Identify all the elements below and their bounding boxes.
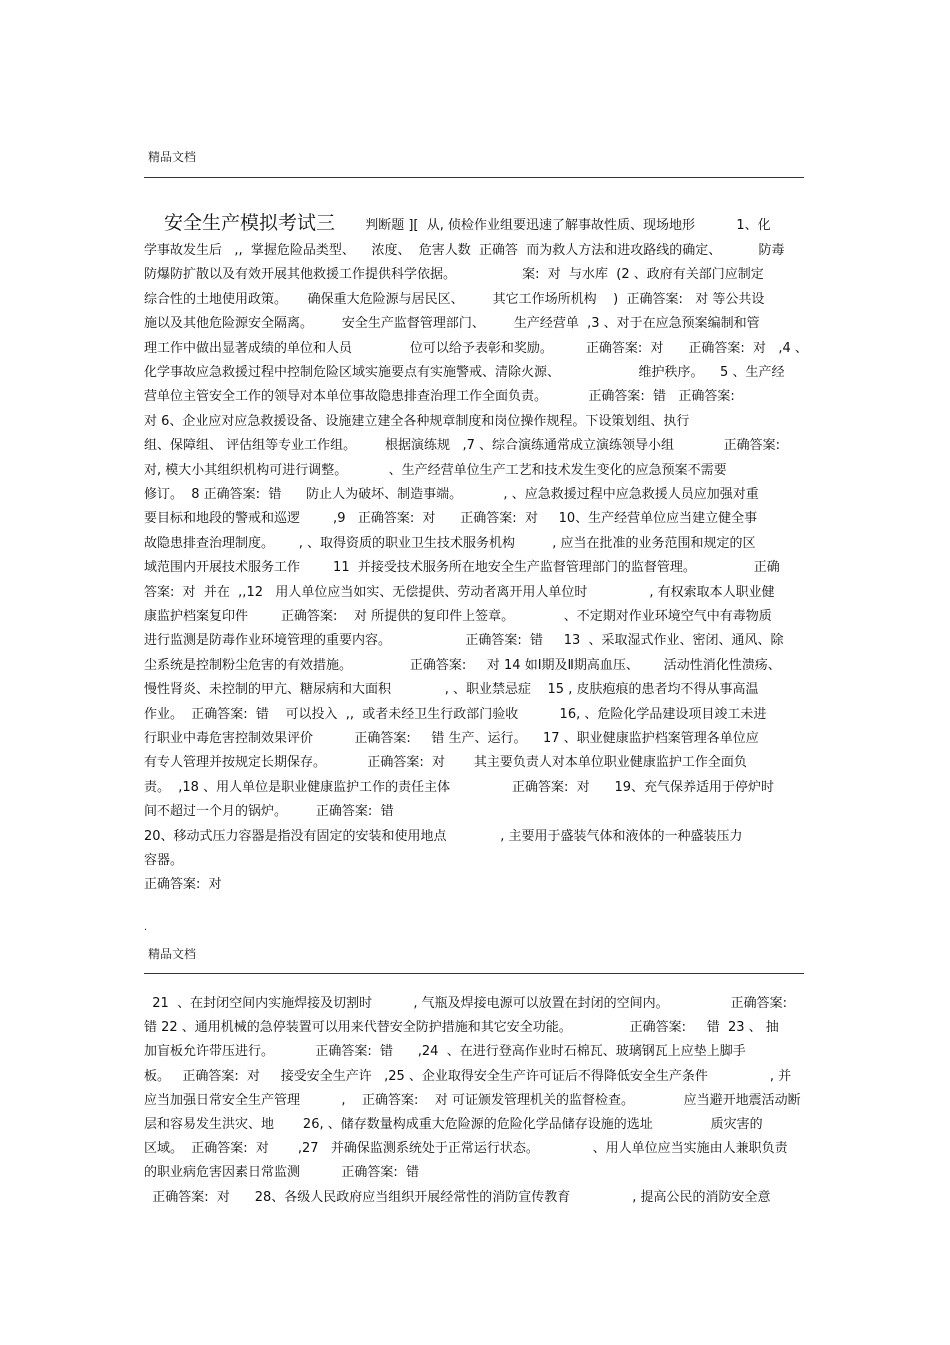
text-line: 要目标和地段的警戒和巡逻 ,9 正确答案: 对 正确答案: 对 10、生产经营单位应当建立健全事: [144, 511, 758, 527]
text-line: 作业。 正确答案: 错 可以投入 ,, 或者未经卫生行政部门验收 16, 、危险化学品建设项目竣工未进: [144, 706, 767, 722]
text-line: 营单位主管安全工作的领导对本单位事故隐患排查治理工作全面负责。 正确答案: 错 正确答案:: [144, 389, 735, 405]
text-line: 有专人管理并按规定长期保存。 正确答案: 对 其主要负责人对本单位职业健康监护工作全面负: [144, 755, 747, 771]
text-line: 行职业中毒危害控制效果评价 正确答案: 错 生产、运行。 17 、职业健康监护档案管理各单位应: [144, 731, 759, 746]
text-line: 正确答案: 对 28、各级人民政府应当组织开展经常性的消防宣传教育 , 提高公民的消防安全意: [144, 1189, 771, 1205]
page-dot: .: [144, 922, 148, 933]
text-line: 20、移动式压力容器是指没有固定的安装和使用地点 , 主要用于盛装气体和液体的一种盛装压力: [144, 828, 743, 844]
text-line: 慢性肾炎、未控制的甲亢、糖尿病和大面积 , 、职业禁忌症 15 , 皮肤疱痕的患者均不得从事高温: [144, 682, 759, 698]
text-line: 责。 ,18 、用人单位是职业健康监护工作的责任主体 正确答案: 对 19、充气保养适用于停炉时: [144, 779, 775, 795]
text-line: 防爆防扩散以及有效开展其他救援工作提供科学依据。 案: 对 与水库 (2 、政府有关部门应制定: [144, 267, 764, 283]
text-line: 答案: 对 并在 ,,12 用人单位应当如实、无偿提供、劳动者离开用人单位时 , 有权索取本人职业健: [144, 584, 775, 600]
text-line: 层和容易发生洪灾、地 26, 、储存数量构成重大危险源的危险化学品储存设施的选址 质灾害的: [144, 1117, 763, 1132]
text-line: 对, 模大小其组织机构可进行调整。 、生产经营单位生产工艺和技术发生变化的应急预案不需要: [144, 462, 727, 478]
text-line: 尘系统是控制粉尘危害的有效措施。 正确答案: 对 14 如Ⅰ期及Ⅱ期高血压、 活动性消化性溃疡、: [144, 657, 781, 673]
header-rule-1: [144, 177, 804, 178]
text-line: 组、保障组、 评估组等专业工作组。 根据演练规 ,7 、综合演练通常成立演练领导小组 正确答案:: [144, 438, 780, 454]
document-title: [164, 208, 771, 235]
text-line: 容器。: [144, 853, 184, 868]
text-line: 康监护档案复印件 正确答案: 对 所提供的复印件上签章。 、不定期对作业环境空气中有毒物质: [144, 609, 772, 624]
text-line: 修订。 8 正确答案: 错 防止人为破坏、制造事端。 , 、应急救援过程中应急救援人员应加强对重: [144, 487, 759, 502]
text-line: 应当加强日常安全生产管理 , 正确答案: 对 可证颁发管理机关的监督检查。 应当避开地震活动断: [144, 1092, 801, 1108]
text-line: 综合性的土地使用政策。 确保重大危险源与居民区、 其它工作场所机构 ) 正确答案: 对 等公共设: [144, 291, 765, 307]
text-line: 进行监测是防毒作业环境管理的重要内容。 正确答案: 错 13 、采取湿式作业、密闭、通风、除: [144, 633, 784, 649]
title-main: 安全生产模拟考试三: [164, 212, 336, 234]
text-line: 对 6、企业应对应急救援设备、设施建立建全各种规章制度和岗位操作规程。下设策划组、执行: [144, 413, 690, 429]
text-line: 施以及其他危险源安全隔离。 安全生产监督管理部门、 生产经营单 ,3 、对于在应急预案编制和管: [144, 316, 760, 332]
page-header-2: 精品文档: [148, 947, 197, 961]
text-line: 21 、在封闭空间内实施焊接及切割时 , 气瓶及焊接电源可以放置在封闭的空间内。 正确答案:: [144, 996, 788, 1011]
text-line: 板。 正确答案: 对 接受安全生产许 ,25 、企业取得安全生产许可证后不得降低安全生产条件 , 并: [144, 1068, 792, 1084]
text-line: 理工作中做出显著成绩的单位和人员 位可以给予表彰和奖励。 正确答案: 对 正确答案: 对 ,4 、: [144, 340, 808, 356]
title-rest: 判断题 ][ 从, 侦检作业组要迅速了解事故性质、现场地形 1、化: [365, 218, 771, 233]
text-line: 间不超过一个月的锅炉。 正确答案: 错: [144, 804, 394, 820]
page-header-1: 精品文档: [148, 150, 197, 164]
text-line: 加盲板允许带压进行。 正确答案: 错 ,24 、在进行登高作业时石棉瓦、玻璃钢瓦上应垫上脚手: [144, 1044, 746, 1060]
text-line: 的职业病危害因素日常监测 正确答案: 错: [144, 1165, 419, 1181]
text-line: 区域。 正确答案: 对 ,27 并确保监测系统处于正常运行状态。 、用人单位应当实施由人兼职负责: [144, 1141, 788, 1157]
text-line: 故隐患排查治理制度。 , 、取得资质的职业卫生技术服务机构 , 应当在批准的业务范围和规定的区: [144, 535, 756, 551]
text-line: 学事故发生后 ,, 掌握危险品类型、 浓度、 危害人数 正确答 而为救人方法和进攻路线的确定、 防毒: [144, 243, 785, 258]
text-line: 域范围内开展技术服务工作 11 并接受技术服务所在地安全生产监督管理部门的监督管理。 正确: [144, 560, 780, 576]
text-line: 错 22 、通用机械的急停装置可以用来代替安全防护措施和其它安全功能。 正确答案: 错 23 、 抽: [144, 1020, 779, 1036]
text-line: 化学事故应急救援过程中控制危险区域实施要点有实施警戒、清除火源、 维护秩序。 5 、生产经: [144, 365, 785, 380]
header-rule-2: [144, 973, 804, 974]
text-line: 正确答案: 对: [144, 877, 222, 893]
